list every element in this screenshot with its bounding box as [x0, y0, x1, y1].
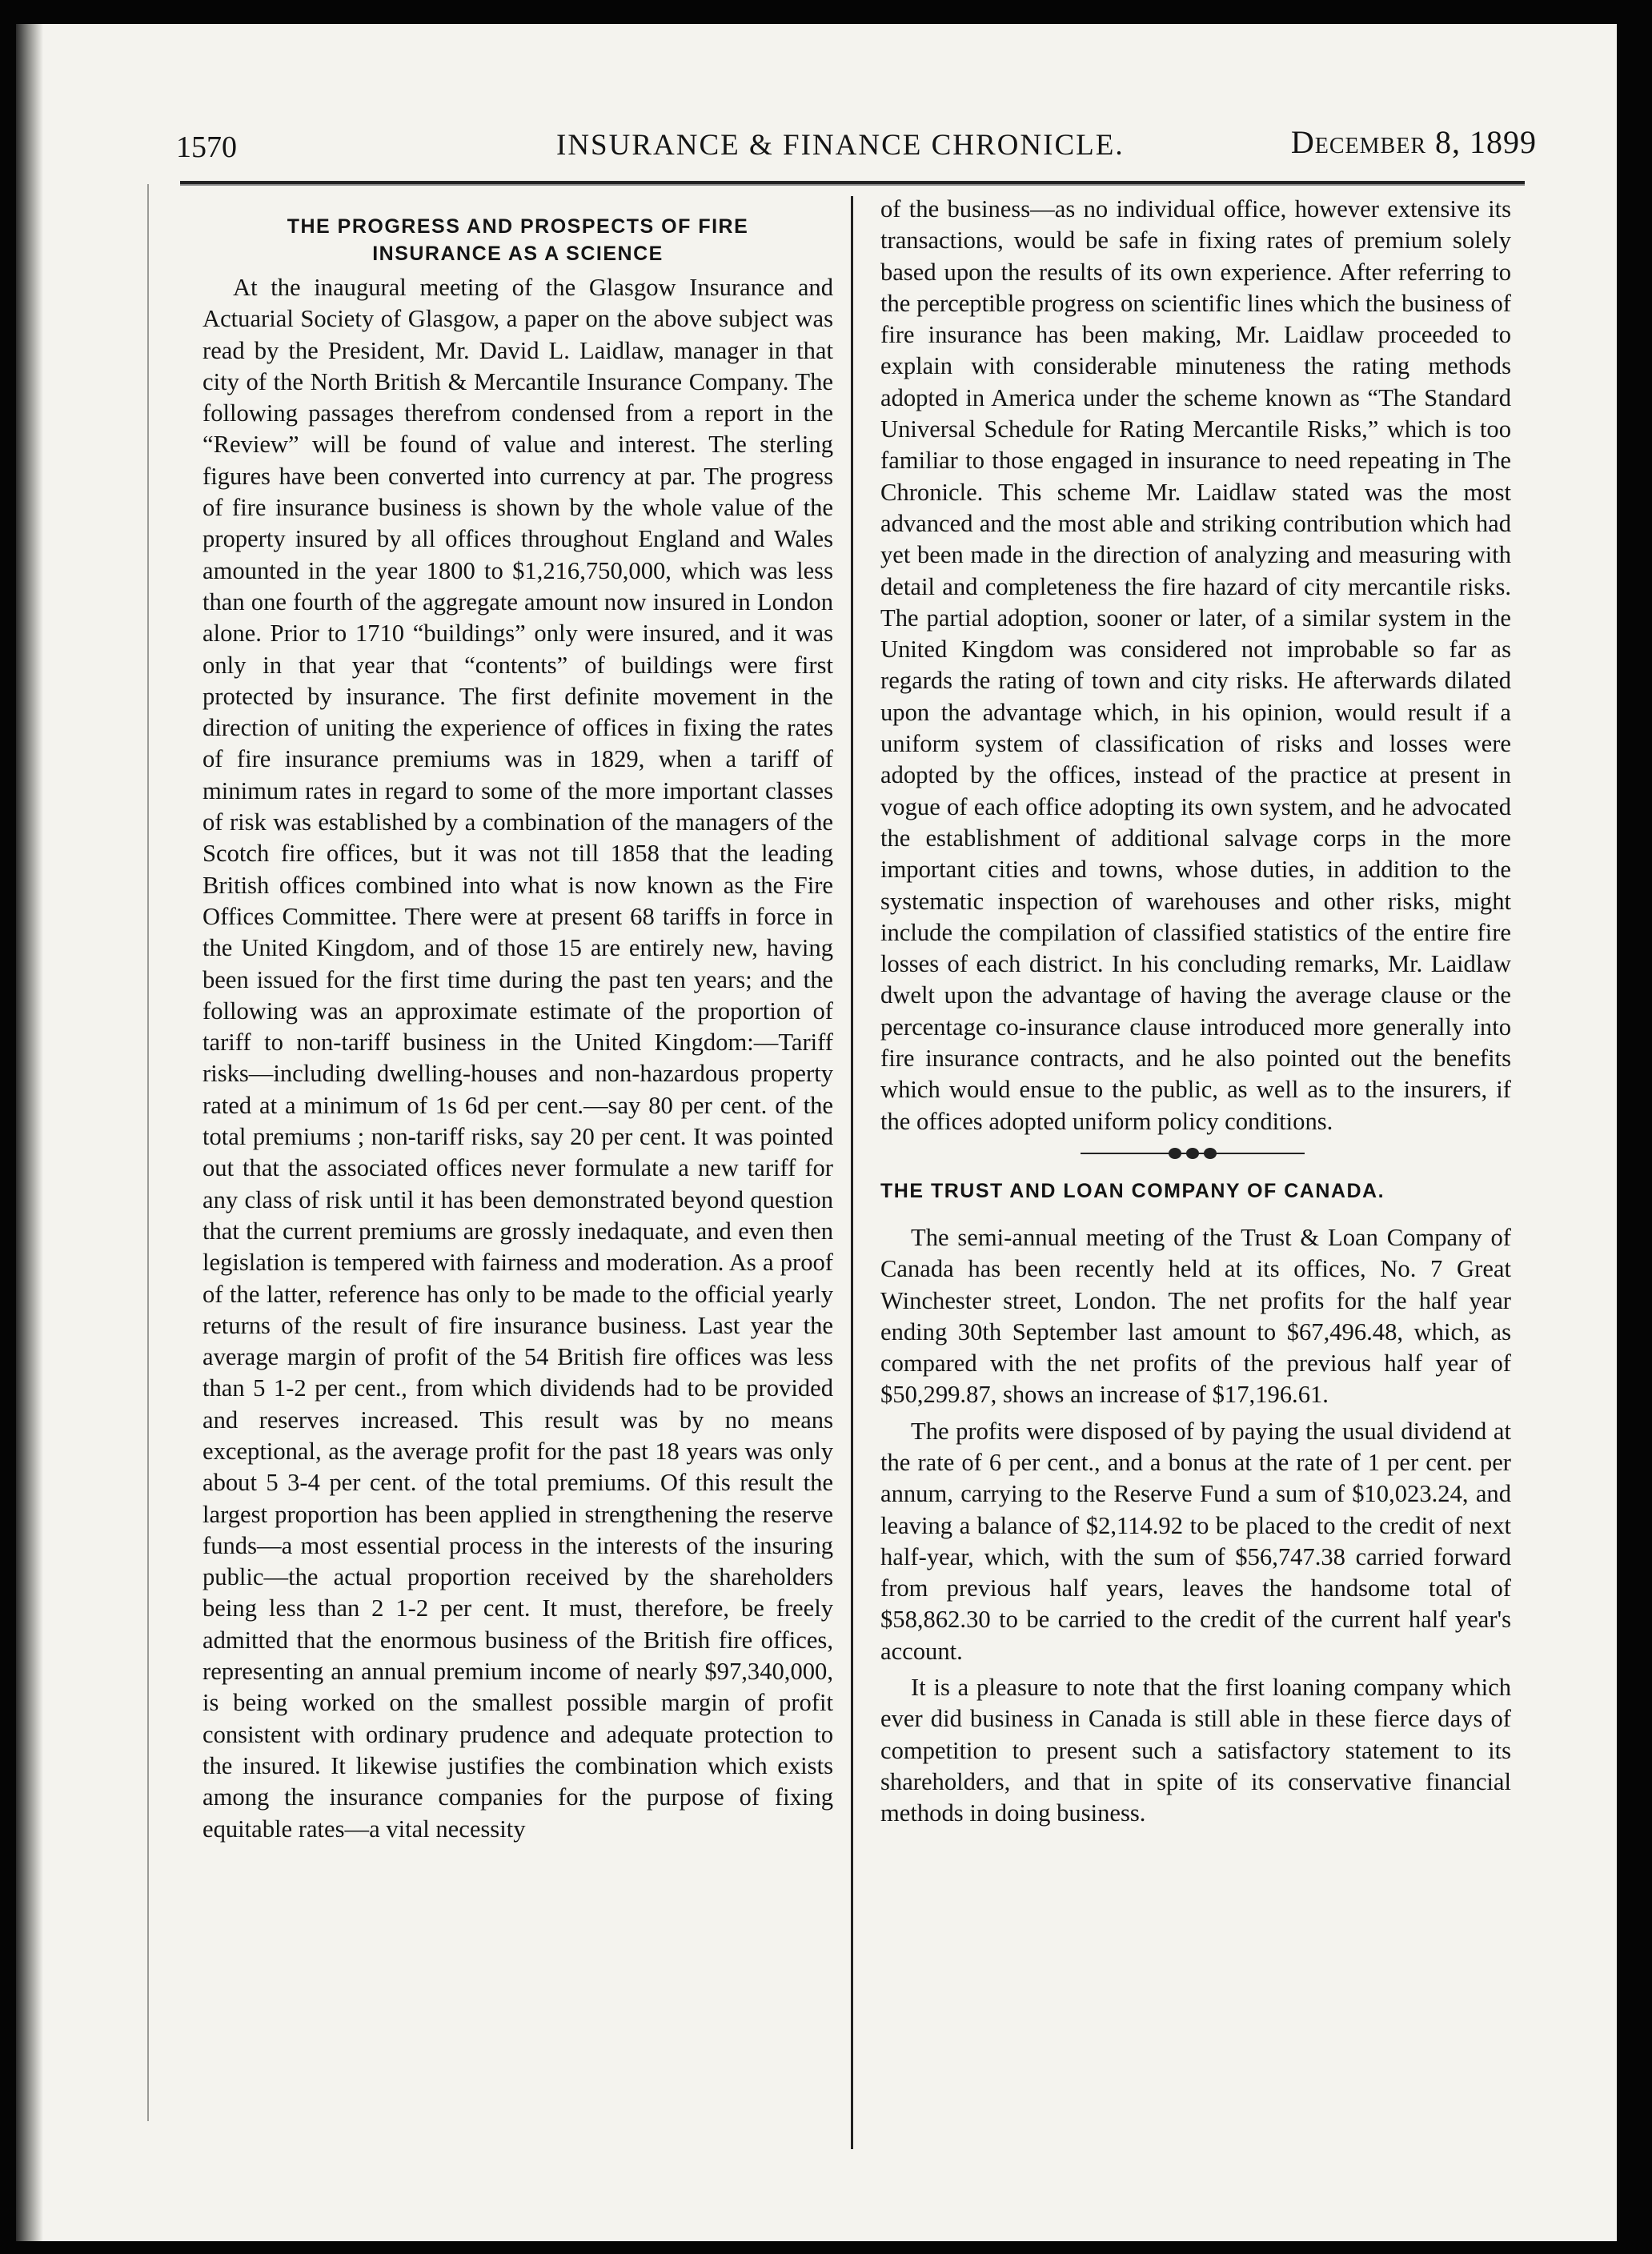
- section-ornament: [1081, 1145, 1305, 1161]
- header-rule: [180, 181, 1525, 186]
- article-title-line-2: INSURANCE AS A SCIENCE: [372, 243, 664, 265]
- ornament-dot: [1204, 1148, 1217, 1159]
- article-body-continued: of the business—as no individual office, however extensive its transactions, would be safe in fixing rates of premium solely based upon the results of its own experience. After referring to the perceptible progress on scientific lines which the business of fire insurance has been making, Mr. Laidlaw proceeded to explain with considerable minuteness the rating methods adopted in America under the scheme known as “The Standard Universal Schedule for Rating Mercantile Risks,” which is too familiar to those engaged in insurance to need repeating in The Chronicle. This scheme Mr. Laidlaw stated was the most advanced and the most able and striking contribution which had yet been made in the direction of analyzing and measuring with detail and completeness the fire hazard of city mercantile risks. The partial adoption, sooner or later, of a similar system in the United Kingdom was considered not improbable so far as regards the rating of town and city risks. He afterwards dilated upon the advantage which, in his opinion, would result if a uniform system of classification of risks and losses were adopted by the offices, instead of the practice at present in vogue of each office adopting its own system, and he advocated the establishment of additional salvage corps in the more important cities and towns, whose duties, in addition to the systematic inspection of warehouses and other risks, might include the compilation of classified statistics of the entire fire losses of each district. In his concluding remarks, Mr. Laidlaw dwelt upon the advantage of having the average clause or the percentage co-insurance clause introduced more generally into fire insurance contracts, and he also pointed out the benefits which would ensue to the public, as well as to the insurers, if the offices adopted uniform policy conditions.: [880, 195, 1511, 1135]
- issue-date: December 8, 1899: [1290, 124, 1537, 160]
- column-divider: [851, 196, 853, 2149]
- left-column: [202, 194, 833, 1845]
- ornament-dot: [1169, 1148, 1181, 1159]
- newspaper-page: [16, 24, 1617, 2241]
- ornament-dot: [1186, 1148, 1199, 1159]
- trust-loan-paragraph: The profits were disposed of by paying the usual dividend at the rate of 6 per cent., and a bonus at the rate of 1 per cent. per annum, carrying to the Reserve Fund a sum of $10,023.24, and leaving a balance of $2,114.92 to be placed to the credit of next half-year, which, with the sum of $56,747.38 carried forward from previous half years, leaves the handsome total of $58,862.30 to be carried to the credit of the current half year's account.: [880, 1417, 1511, 1665]
- margin-rule: [147, 184, 149, 2121]
- trust-loan-paragraph: It is a pleasure to note that the first loaning company which ever did business in Canada is still able in these fierce days of competition to present such a satisfactory statement to its shareholders, and that in spite of its conservative financial methods in doing business.: [880, 1674, 1511, 1827]
- journal-title: INSURANCE & FINANCE CHRONICLE.: [556, 129, 1125, 162]
- page-binding-shadow: [16, 24, 43, 2241]
- right-column: [880, 194, 1511, 1830]
- article-title-fire-insurance: [202, 213, 833, 267]
- article-title-trust-loan: THE TRUST AND LOAN COMPANY OF CANADA.: [880, 1179, 1385, 1202]
- page-number: 1570: [176, 130, 237, 164]
- article-body-left: At the inaugural meeting of the Glasgow Insurance and Actuarial Society of Glasgow, a paper on the above subject was read by the President, Mr. David L. Laidlaw, manager in that city of the North British & Mercantile Insurance Company. The following passages therefrom condensed from a report in the “Review” will be found of value and interest. The sterling figures have been converted into currency at par. The progress of fire insurance business is shown by the whole value of the property insured by all offices throughout England and Wales amounted in the year 1800 to $1,216,750,000, which was less than one fourth of the aggregate amount now insured in London alone. Prior to 1710 “buildings” only were insured, and it was only in that year that “contents” of buildings were first protected by insurance. The first definite movement in the direction of uniting the experience of offices in fixing the rates of fire insurance premiums was in 1829, when a tariff of minimum rates in regard to some of the more important classes of risk was established by a combination of the managers of the Scotch fire offices, but it was not till 1858 that the leading British offices combined into what is now known as the Fire Offices Committee. There were at present 68 tariffs in force in the United Kingdom, and of those 15 are entirely new, having been issued for the first time during the past ten years; and the following was an approximate estimate of the proportion of tariff to non-tariff business in the United Kingdom:—Tariff risks—including dwelling-houses and non-hazardous property rated at a minimum of 1s 6d per cent.—say 80 per cent. of the total premiums ; non-tariff risks, say 20 per cent. It was pointed out that the associated offices never formulate a new tariff for any class of risk until it has been demonstrated beyond question that the current premiums are grossly inedaquate, and even then legislation is tempered with fairness and moderation. As a proof of the latter, reference has only to be made to the official yearly returns of the result of fire insurance business. Last year the average margin of profit of the 54 British fire offices was less than 5 1-2 per cent., from which dividends had to be provided and reserves increased. This result was by no means exceptional, as the average profit for the past 18 years was only about 5 3-4 per cent. of the total premiums. Of this result the largest proportion has been applied in strengthening the reserve funds—a most essential process in the interests of the insuring public—the actual proportion received by the shareholders being less than 2 1-2 per cent. It must, therefore, be freely admitted that the enormous business of the British fire offices, representing an annual premium income of nearly $97,340,000, is being worked on the smallest possible margin of profit consistent with ordinary prudence and adequate protection to the insured. It likewise justifies the combination which exists among the insurance companies for the purpose of fixing equitable rates—a vital necessity: [202, 274, 833, 1843]
- page-header: [176, 114, 1537, 170]
- trust-loan-paragraph: The semi-annual meeting of the Trust & Loan Company of Canada has been recently held at its offices, No. 7 Great Winchester street, London. The net profits for the half year ending 30th September last amount to $67,496.48, which, as compared with the net profits of the previous half year of $50,299.87, shows an increase of $17,196.61.: [880, 1223, 1511, 1409]
- article-title-line-1: THE PROGRESS AND PROSPECTS OF FIRE: [287, 215, 749, 238]
